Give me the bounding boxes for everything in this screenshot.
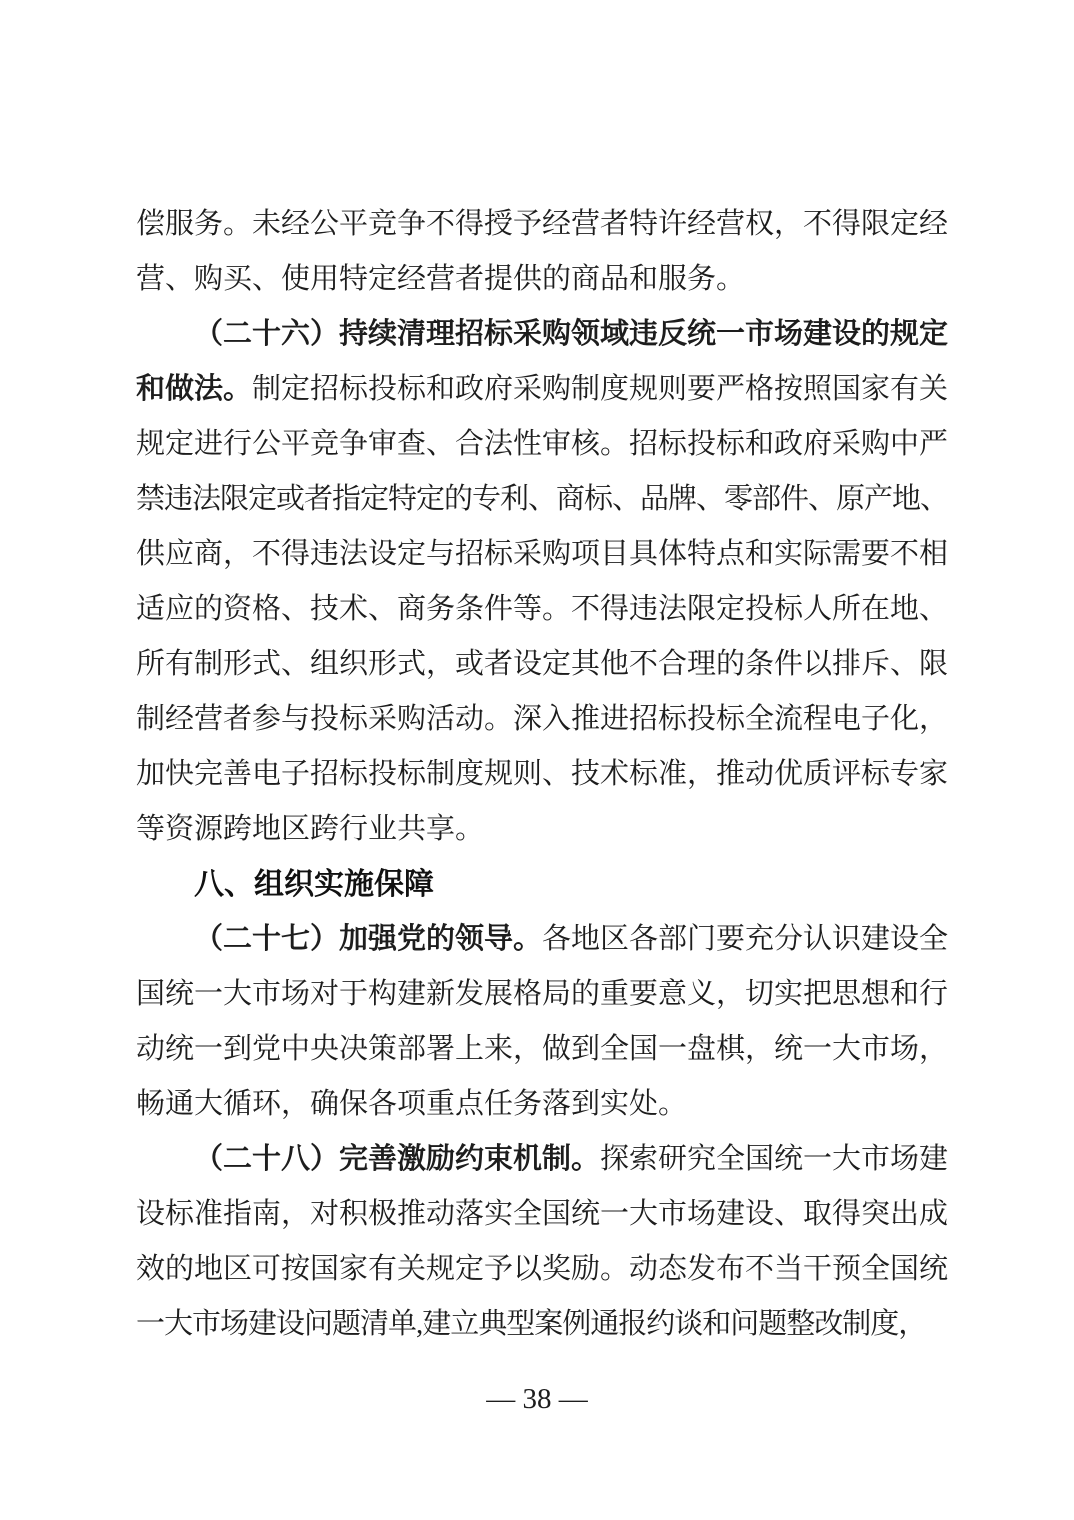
body-text-segment: 营、购买、使用特定经营者提供的商品和服务。 — [136, 263, 746, 295]
text-line — [136, 582, 954, 637]
bold-lead-segment: （二十七）加强党的领导。 — [194, 923, 543, 955]
body-text-segment: 加快完善电子招标投标制度规则、技术标准，推动优质评标专家 — [136, 758, 949, 790]
body-text-segment: 适应的资格、技术、商务条件等。不得违法限定投标人所在地、 — [136, 593, 949, 625]
body-text-segment: 国统一大市场对于构建新发展格局的重要意义，切实把思想和行 — [136, 978, 949, 1010]
text-line — [136, 747, 954, 802]
text-line — [136, 802, 954, 857]
text-block — [136, 197, 954, 1352]
body-text-segment: 所有制形式、组织形式，或者设定其他不合理的条件以排斥、限 — [136, 648, 949, 680]
bold-lead-segment: （二十八）完善激励约束机制。 — [194, 1143, 601, 1175]
text-line — [136, 912, 954, 967]
body-text-segment: 畅通大循环，确保各项重点任务落到实处。 — [136, 1088, 688, 1120]
body-text-segment: 设标准指南，对积极推动落实全国统一大市场建设、取得突出成 — [136, 1198, 949, 1230]
body-text-segment: 禁违法限定或者指定特定的专利、商标、品牌、零部件、原产地、 — [136, 483, 949, 515]
body-text-segment: 制经营者参与投标采购活动。深入推进招标投标全流程电子化， — [136, 703, 949, 735]
text-line — [136, 472, 954, 527]
body-text-segment: 探索研究全国统一大市场建 — [600, 1143, 949, 1175]
section-heading-text: 八、组织实施保障 — [194, 868, 434, 901]
body-text-segment: 偿服务。未经公平竞争不得授予经营者特许经营权，不得限定经 — [136, 208, 949, 240]
text-line — [136, 637, 954, 692]
text-line — [136, 1132, 954, 1187]
body-text-segment: 动统一到党中央决策部署上来，做到全国一盘棋，统一大市场， — [136, 1033, 949, 1065]
text-line — [136, 197, 954, 252]
text-line — [136, 967, 954, 1022]
bold-lead-segment: 和做法。 — [136, 373, 253, 405]
text-line — [136, 527, 954, 582]
page-footer — [0, 1379, 1074, 1419]
body-text-segment: 供应商，不得违法设定与招标采购项目具体特点和实际需要不相 — [136, 538, 949, 570]
body-text-segment: 效的地区可按国家有关规定予以奖励。动态发布不当干预全国统 — [136, 1253, 949, 1285]
body-text-segment: 制定招标投标和政府采购制度规则要严格按照国家有关 — [252, 373, 949, 405]
text-line — [136, 417, 954, 472]
body-text-segment: 规定进行公平竞争审查、合法性审核。招标投标和政府采购中严 — [136, 428, 949, 460]
bold-lead-segment: （二十六）持续清理招标采购领域违反统一市场建设的规定 — [194, 318, 949, 350]
section-heading — [136, 857, 954, 912]
text-line — [136, 1077, 954, 1132]
text-line — [136, 307, 954, 362]
body-text-segment: 等资源跨地区跨行业共享。 — [136, 813, 485, 845]
text-line — [136, 1297, 954, 1352]
text-line — [136, 362, 954, 417]
text-line — [136, 1187, 954, 1242]
body-text-segment: 一大市场建设问题清单,建立典型案例通报约谈和问题整改制度， — [136, 1308, 927, 1340]
body-text-segment: 各地区各部门要充分认识建设全 — [542, 923, 949, 955]
text-line — [136, 1242, 954, 1297]
text-line — [136, 252, 954, 307]
text-line — [136, 1022, 954, 1077]
page-number: — 38 — — [486, 1383, 588, 1415]
text-line — [136, 692, 954, 747]
